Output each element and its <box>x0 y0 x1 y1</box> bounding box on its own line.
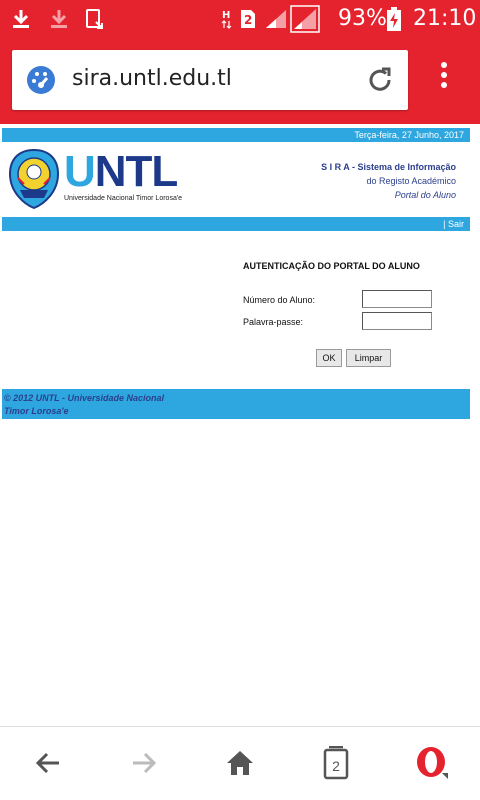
sira-line-2: do Registo Académico <box>366 176 456 186</box>
tab-count: 2 <box>332 758 340 774</box>
clock: 21:10 <box>413 6 477 31</box>
logo-wordmark: UNTL <box>64 147 178 196</box>
back-icon[interactable] <box>30 745 66 781</box>
nav-bar <box>2 217 470 231</box>
menu-icon[interactable] <box>432 62 456 100</box>
footer-bar <box>2 389 470 419</box>
signal-icon <box>290 8 320 30</box>
tabs-button[interactable] <box>318 745 354 781</box>
student-number-input[interactable] <box>362 290 432 308</box>
svg-text:2: 2 <box>244 13 253 27</box>
password-label: Palavra-passe: <box>243 317 304 327</box>
logo-subtitle: Universidade Nacional Timor Lorosa'e <box>64 195 183 202</box>
browser-toolbar <box>0 38 480 124</box>
download-icon <box>48 8 70 30</box>
url-text[interactable]: sira.untl.edu.tl <box>72 66 232 91</box>
signal-icon <box>264 8 288 30</box>
h-plus-icon <box>220 8 234 30</box>
untl-logo <box>8 148 208 210</box>
download-icon <box>10 8 32 30</box>
screenshot-icon <box>84 8 106 30</box>
footer-line-1: © 2012 UNTL - Universidade Nacional <box>4 393 165 403</box>
date-bar: Terça-feira, 27 Junho, 2017 <box>2 128 470 142</box>
password-input[interactable] <box>362 312 432 330</box>
sim-2-icon <box>238 8 258 30</box>
bottom-nav <box>0 726 480 800</box>
status-bar <box>0 0 480 38</box>
university-seal-icon <box>8 148 60 210</box>
opera-icon[interactable] <box>414 745 450 781</box>
logout-link[interactable]: | Sair <box>443 219 464 229</box>
footer-line-2: Timor Lorosa'e <box>4 406 69 416</box>
student-number-label: Número do Aluno: <box>243 295 316 305</box>
reload-icon[interactable] <box>364 64 396 96</box>
forward-icon[interactable] <box>126 745 162 781</box>
svg-text:H: H <box>222 10 231 21</box>
ok-button[interactable]: OK <box>316 349 342 367</box>
home-icon[interactable] <box>222 745 258 781</box>
battery-charging-icon <box>386 8 402 30</box>
auth-title: AUTENTICAÇÃO DO PORTAL DO ALUNO <box>243 261 420 271</box>
clear-button[interactable]: Limpar <box>346 349 391 367</box>
sira-title <box>290 160 456 202</box>
web-page <box>0 124 480 724</box>
sira-line-1: S I R A - Sistema de Informação <box>321 162 456 172</box>
battery-percent: 93% <box>338 6 387 31</box>
speed-dial-icon[interactable] <box>26 65 56 95</box>
sira-line-3: Portal do Aluno <box>394 190 456 200</box>
address-bar[interactable] <box>12 50 408 110</box>
